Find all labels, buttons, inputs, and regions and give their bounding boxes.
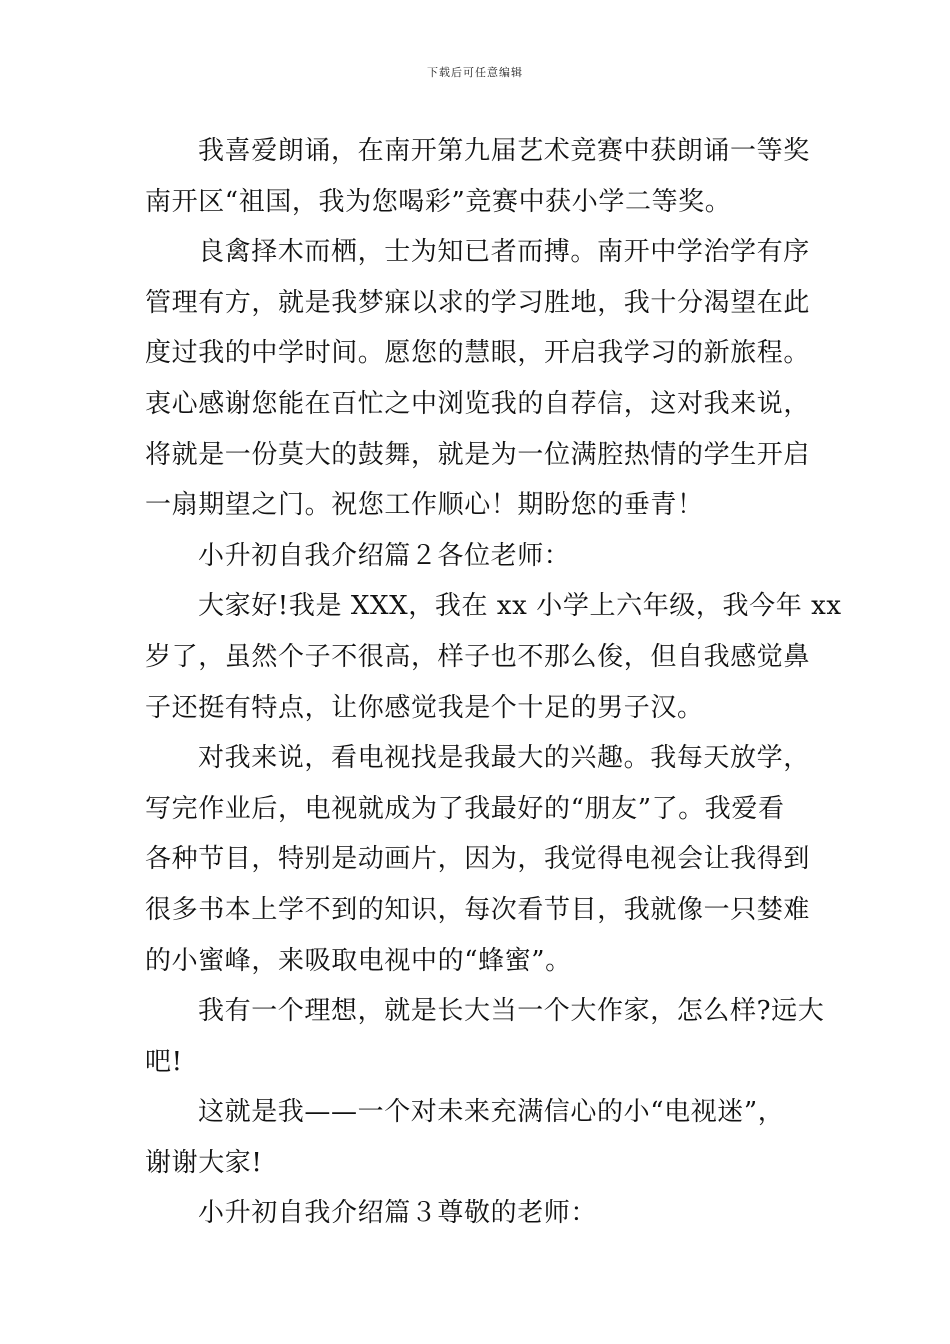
text-line: 我有一个理想，就是长大当一个大作家，怎么样?远大 (198, 996, 825, 1027)
text-line: 一扇期望之门。祝您工作顺心！期盼您的垂青！ (145, 490, 704, 521)
text-line: 大家好!我是 XXX，我在 xx 小学上六年级，我今年 xx (198, 591, 842, 622)
text-line: 将就是一份莫大的鼓舞，就是为一位满腔热情的学生开启 (145, 439, 811, 470)
text-line: 南开区“祖国，我为您喝彩”竞赛中获小学二等奖。 (145, 186, 732, 217)
text-line: 我喜爱朗诵，在南开第九届艺术竞赛中获朗诵一等奖 (198, 136, 810, 166)
text-line: 对我来说，看电视找是我最大的兴趣。我每天放学， (198, 743, 810, 774)
text-line: 的小蜜峰，来吸取电视中的“蜂蜜”。 (145, 945, 572, 976)
text-line: 吧! (145, 1046, 183, 1077)
section-heading: 小升初自我介绍篇３尊敬的老师： (198, 1198, 598, 1229)
text-line: 这就是我——一个对未来充满信心的小“电视迷”， (198, 1097, 785, 1128)
text-line: 良禽择木而栖，士为知已者而搏。南开中学治学有序 (198, 237, 810, 268)
text-line: 各种节目，特别是动画片，因为，我觉得电视会让我得到 (145, 844, 811, 875)
text-line: 很多书本上学不到的知识，每次看节目，我就像一只婪难 (145, 894, 811, 925)
section-heading: 小升初自我介绍篇２各位老师： (198, 540, 571, 571)
page-header: 下载后可任意编辑 (427, 66, 523, 79)
document-body (145, 126, 842, 1239)
text-line: 管理有方，就是我梦寐以求的学习胜地，我十分渴望在此 (145, 287, 811, 318)
text-line: 子还挺有特点，让你感觉我是个十足的男子汉。 (145, 692, 704, 723)
text-line: 写完作业后，电视就成为了我最好的“朋友”了。我爱看 (145, 793, 785, 824)
text-line: 谢谢大家! (145, 1147, 263, 1178)
text-line: 度过我的中学时间。愿您的慧眼，开启我学习的新旅程。 (145, 338, 811, 369)
text-line: 岁了，虽然个子不很高，样子也不那么俊，但自我感觉鼻 (145, 641, 811, 672)
text-line: 衷心感谢您能在百忙之中浏览我的自荐信，这对我来说， (145, 388, 811, 419)
